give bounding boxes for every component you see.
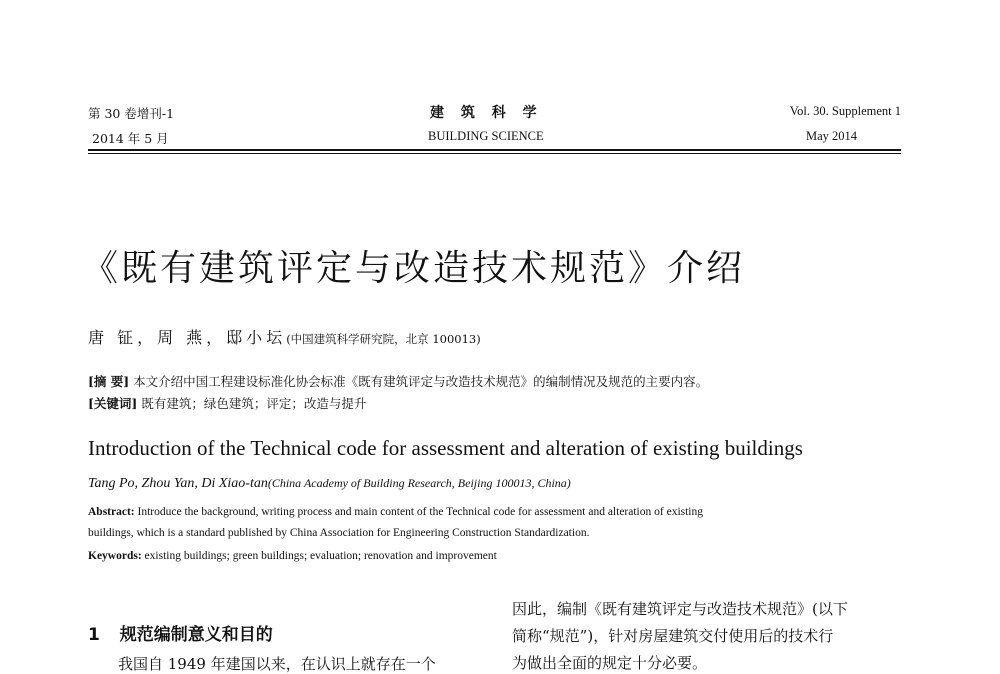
keywords-label-cn: [关键词] [88, 396, 138, 411]
keywords-text-en: existing buildings; green buildings; evaluation; renovation and improvement [144, 550, 497, 562]
authors-cn: 唐 钲，周 燕，邸小坛 [88, 328, 287, 347]
body-left-line-1: 我国自 1949 年建国以来，在认识上就存在一个 [118, 655, 436, 673]
journal-name-cn: 建 筑 科 学 [430, 105, 543, 121]
authors-line-cn [88, 325, 481, 348]
journal-name-en: BUILDING SCIENCE [428, 129, 544, 143]
body-right-line-3: 为做出全面的规定十分必要。 [512, 654, 708, 672]
date-cn: 2014 年 5 月 [92, 131, 169, 146]
abstract-label-en: Abstract: [88, 506, 135, 518]
keywords-en [88, 550, 497, 562]
article-title-en: Introduction of the Technical code for assessment and alteration of existing buildings [88, 436, 803, 460]
header-rule-bottom [88, 153, 901, 154]
abstract-text-cn: 本文介绍中国工程建设标准化协会标准《既有建筑评定与改造技术规范》的编制情况及规范的主要内容。 [133, 374, 709, 389]
article-title-cn: 《既有建筑评定与改造技术规范》介绍 [82, 248, 746, 289]
affiliation-cn: (中国建筑科学研究院，北京 100013) [286, 332, 481, 346]
header-rule-top [88, 149, 901, 151]
keywords-cn [88, 394, 366, 412]
abstract-text-en-1: Introduce the background, writing process and main content of the Technical code for assessment and alteration of existing [137, 506, 703, 518]
abstract-label-cn: [摘 要] [88, 374, 130, 389]
affiliation-en: (China Academy of Building Research, Beijing 100013, China) [267, 476, 571, 490]
authors-en: Tang Po, Zhou Yan, Di Xiao-tan [88, 476, 268, 491]
date-en: May 2014 [806, 129, 858, 143]
abstract-en-line1 [88, 506, 703, 518]
volume-en: Vol. 30. Supplement 1 [789, 104, 901, 118]
volume-cn: 第 30 卷增刊-1 [88, 106, 175, 121]
keywords-text-cn: 既有建筑；绿色建筑；评定；改造与提升 [141, 396, 367, 411]
body-right-line-1: 因此，编制《既有建筑评定与改造技术规范》(以下 [512, 600, 848, 618]
section-1-title: 规范编制意义和目的 [119, 625, 273, 645]
section-1-number: 1 [88, 625, 100, 645]
abstract-cn [88, 372, 708, 390]
authors-line-en [88, 476, 571, 492]
keywords-label-en: Keywords: [88, 550, 142, 562]
abstract-text-en-2: buildings, which is a standard published by China Association for Engineering Construction Standardization. [88, 527, 590, 539]
section-1-heading [88, 620, 273, 645]
body-right-line-2: 简称“规范”)，针对房屋建筑交付使用后的技术行 [512, 627, 834, 645]
